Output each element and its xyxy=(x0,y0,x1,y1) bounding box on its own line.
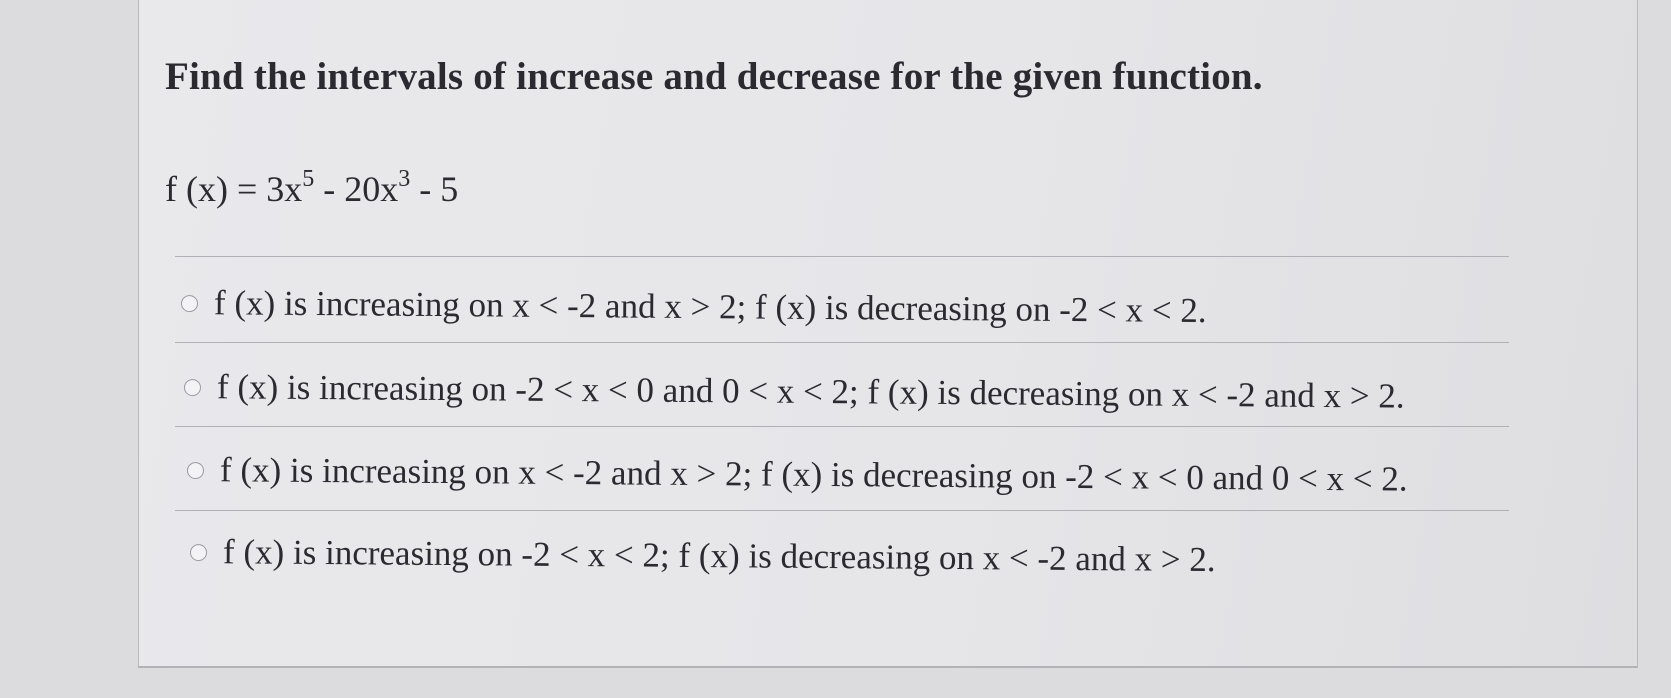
radio-button-2[interactable] xyxy=(184,379,201,396)
function-lhs: f (x) = 3x xyxy=(165,169,303,209)
function-exponent-5: 5 xyxy=(302,166,315,192)
answer-option-label: f (x) is increasing on -2 < x < 0 and 0 < x < 2; f (x) is decreasing on x < -2 and x > 2. xyxy=(216,367,1405,416)
divider xyxy=(175,426,1509,427)
radio-button-1[interactable] xyxy=(181,295,198,312)
function-exponent-3: 3 xyxy=(398,166,411,192)
function-expression xyxy=(165,168,458,210)
answer-option-3[interactable] xyxy=(187,450,1408,500)
radio-button-3[interactable] xyxy=(187,462,204,479)
answer-option-label: f (x) is increasing on -2 < x < 2; f (x) is decreasing on x < -2 and x > 2. xyxy=(222,532,1216,580)
question-prompt: Find the intervals of increase and decrease for the given function. xyxy=(165,55,1263,98)
divider xyxy=(175,342,1509,343)
answer-option-label: f (x) is increasing on x < -2 and x > 2; f (x) is decreasing on -2 < x < 0 and 0 < x < 2. xyxy=(219,450,1408,499)
question-card xyxy=(138,0,1638,668)
divider xyxy=(175,256,1509,257)
answer-option-2[interactable] xyxy=(184,367,1405,417)
function-constant: - 5 xyxy=(410,169,459,209)
answer-option-1[interactable] xyxy=(181,283,1207,331)
radio-button-4[interactable] xyxy=(190,544,207,561)
divider xyxy=(175,510,1509,511)
function-middle-term: - 20x xyxy=(314,169,399,209)
answer-option-4[interactable] xyxy=(190,532,1216,580)
answer-option-label: f (x) is increasing on x < -2 and x > 2; f (x) is decreasing on -2 < x < 2. xyxy=(213,283,1207,331)
